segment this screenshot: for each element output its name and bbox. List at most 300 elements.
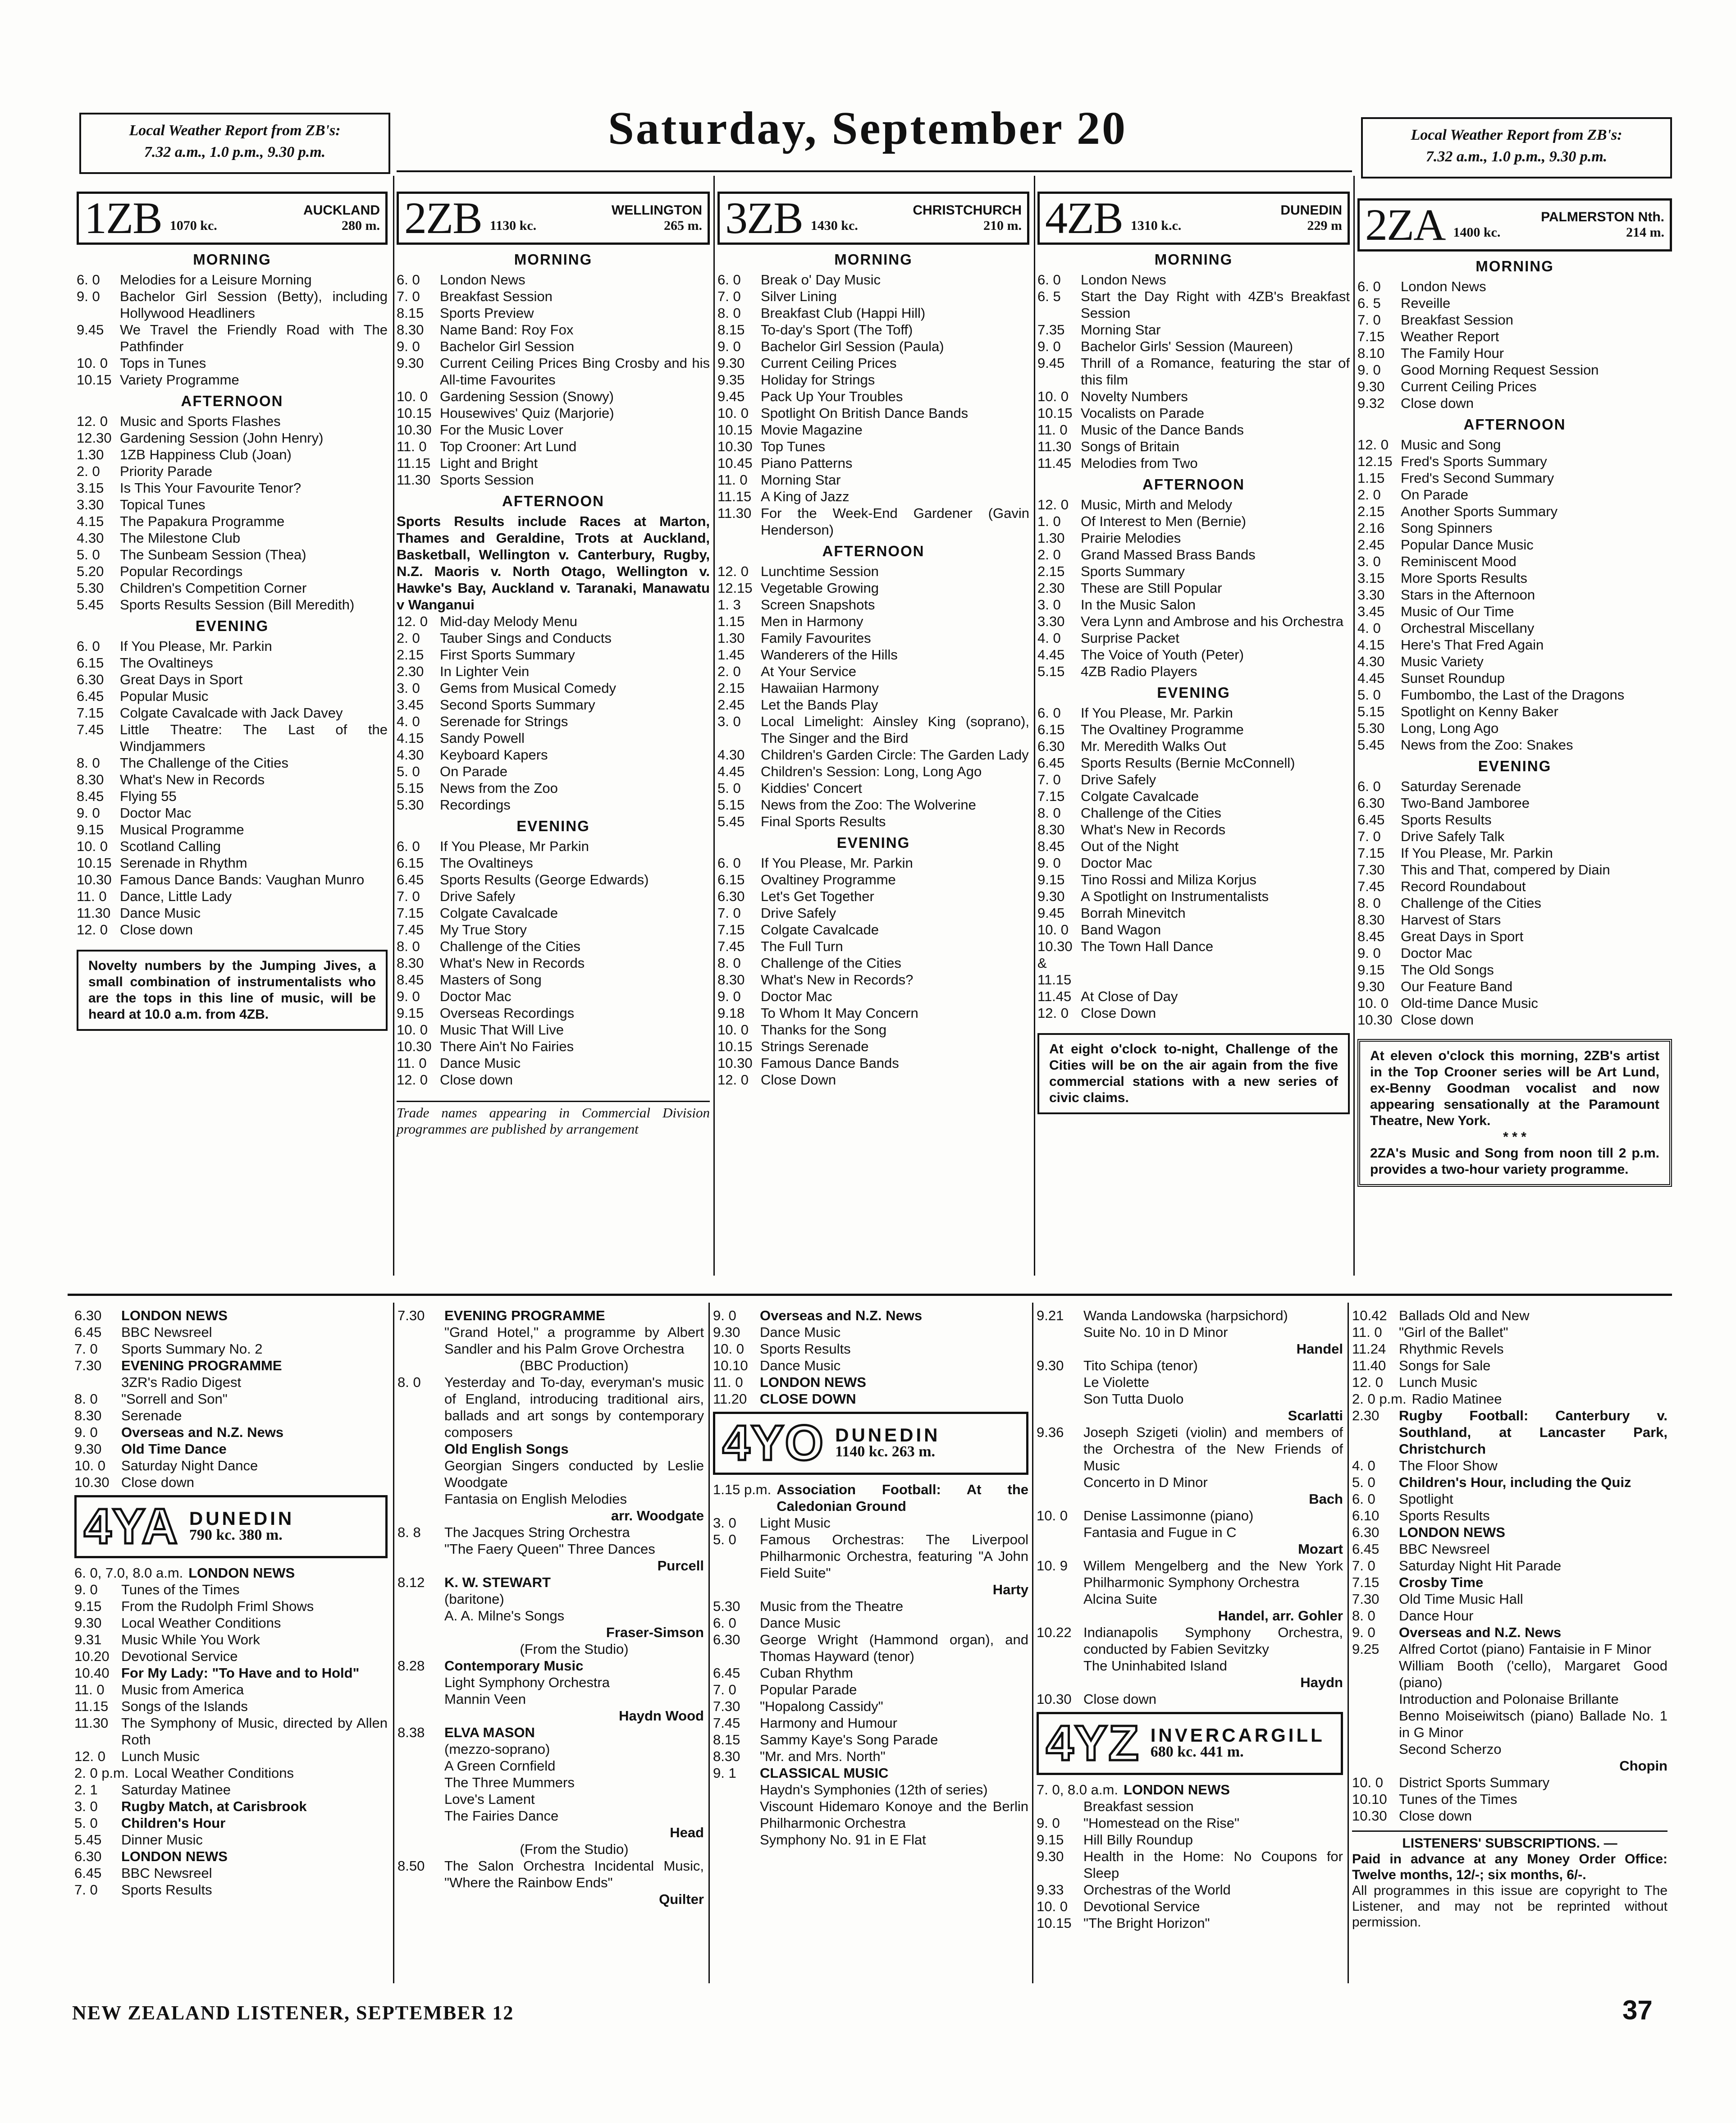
programme-title: The Challenge of the Cities (120, 755, 288, 771)
programme-time (397, 1841, 444, 1858)
weather-report-box-right (1361, 117, 1672, 178)
programme-title: Challenge of the Cities (1401, 895, 1541, 911)
section-heading-morning: MORNING (1476, 258, 1554, 275)
programme-time: 6. 0 (1357, 778, 1381, 794)
programme-title: For the Week-End Gardener (Gavin Henderson) (761, 505, 1029, 538)
programme-title: LONDON NEWS (121, 1848, 228, 1864)
programme-item (1357, 811, 1672, 828)
programme-time: 8.50 (397, 1858, 425, 1874)
programme-title: Fumbombo, the Last of the Dragons (1401, 687, 1625, 703)
composer-credit: Handel (1296, 1341, 1343, 1357)
programme-title: 4ZB Radio Players (1081, 663, 1197, 679)
programme-time: 8.45 (397, 972, 424, 988)
programme-item (1357, 536, 1672, 553)
programme-item (397, 1021, 710, 1038)
programme-item (717, 1005, 1029, 1021)
programme-time: 6.30 (1352, 1524, 1380, 1540)
programme-item (397, 855, 710, 871)
programme-time: 10. 0 (713, 1341, 744, 1357)
programme-title: What's New in Records (1081, 822, 1226, 837)
programme-title: Old English Songs (444, 1441, 569, 1457)
station-frequency (811, 218, 1022, 233)
programme-time: 10.30 & 11.15 (1037, 938, 1073, 988)
programme-title: Music, Mirth and Melody (1081, 497, 1232, 512)
programme-time: 11. 0 (77, 888, 107, 904)
programme-time: 7. 0 (713, 1682, 736, 1697)
programme-title: Start the Day Right with 4ZB's Breakfast Session (1081, 288, 1350, 321)
programme-time: 7.15 (1357, 845, 1385, 861)
programme-item (1037, 663, 1350, 680)
subscriptions-text: Paid in advance at any Money Order Office: Twelve months, 12/-; six months, 6/-. (1352, 1852, 1667, 1882)
programme-item (74, 1665, 388, 1681)
programme-time: 9. 0 (397, 988, 420, 1004)
composer-credit: Haydn (1300, 1675, 1343, 1690)
programme-item (1037, 871, 1350, 888)
programme-item (77, 788, 388, 805)
programme-title: Challenge of the Cities (440, 938, 580, 954)
programme-title: Association Football: At the Caledonian Ground (777, 1482, 1028, 1514)
programme-item (717, 338, 1029, 355)
programme-title: Drive Safely (1081, 772, 1156, 787)
programme-item (77, 271, 388, 288)
programme-title: Music from America (121, 1682, 244, 1697)
programme-title: Bachelor Girl Session (Betty), including Hollywood Headliners (120, 288, 388, 321)
programme-title: Is This Your Favourite Tenor? (120, 480, 302, 496)
programme-time: 3. 0 (717, 714, 741, 729)
programme-title: In Lighter Vein (440, 663, 530, 679)
programme-item (397, 713, 710, 730)
programme-time: 11.30 (77, 905, 111, 921)
programme-time: 8.30 (74, 1408, 102, 1423)
station-kc: 1310 k.c. (1130, 218, 1182, 233)
programme-title: The Sunbeam Session (Thea) (120, 547, 306, 563)
programme-title: "The Faery Queen" Three Dances (444, 1541, 655, 1557)
programme-item (1037, 1391, 1343, 1407)
programme-item (77, 580, 388, 596)
programme-title: News from the Zoo: Snakes (1401, 737, 1573, 753)
programme-title: Gardening Session (John Henry) (120, 430, 324, 446)
programme-item (1357, 670, 1672, 686)
programme-item (717, 405, 1029, 421)
programme-item (397, 1591, 704, 1607)
programme-item (77, 321, 388, 355)
programme-time: 9.45 (77, 322, 104, 338)
programme-time: 10. 0 (717, 1022, 749, 1038)
station-frequency: 790 kc. 380 m. (189, 1527, 283, 1543)
programme-title: Breakfast Session (440, 288, 553, 304)
programme-time: 12. 0 (717, 563, 749, 579)
programme-time: 3.30 (1357, 587, 1385, 603)
programme-item (397, 888, 710, 905)
programme-item (397, 1757, 704, 1774)
programme-time: 10. 0 (1037, 1899, 1068, 1914)
station-call-sign: 2ZB (404, 193, 482, 243)
programme-item (397, 1357, 704, 1374)
programme-time (397, 1774, 444, 1791)
programme-item (397, 321, 710, 338)
programme-item (1352, 1607, 1667, 1624)
programme-item (74, 1457, 388, 1474)
programme-item (1352, 1574, 1667, 1591)
programme-time (397, 1491, 444, 1507)
station-city: PALMERSTON Nth. (1541, 210, 1664, 224)
programme-time: 5. 0 (397, 764, 420, 779)
programme-time (397, 1457, 444, 1491)
programme-time: 3.45 (1357, 604, 1385, 619)
programme-time: 7. 0 (717, 288, 741, 304)
programme-title: Out of the Night (1081, 838, 1179, 854)
programme-time: 10.30 (397, 422, 432, 438)
station-call-sign: 2ZA (1365, 200, 1445, 250)
programme-time: 9.45 (1037, 355, 1065, 371)
programme-title: Yesterday and To-day, everyman's music of England, introducing traditional airs, ballads and art songs by contemporary composers (444, 1374, 704, 1440)
programme-time: 10. 0 (397, 1022, 428, 1038)
programme-item (77, 654, 388, 671)
page-number: 37 (1622, 1995, 1653, 2025)
programme-item (397, 1324, 704, 1357)
programme-title: Ballads Old and New (1399, 1308, 1530, 1323)
programme-item (1352, 1807, 1667, 1824)
copyright-text: All programmes in this issue are copyright to The Listener, and may not be reprinted without permission. (1352, 1883, 1667, 1930)
programme-item (1352, 1491, 1667, 1507)
programme-time: 10.30 (397, 1039, 432, 1054)
programme-item (397, 1005, 710, 1021)
programme-item (1037, 938, 1350, 988)
programme-item (1357, 328, 1672, 345)
programme-time (74, 1374, 121, 1391)
programme-item (1037, 921, 1350, 938)
programme-title: Le Violette (1083, 1374, 1149, 1390)
programme-title: Suite No. 10 in D Minor (1083, 1324, 1228, 1340)
programme-time: 10. 0 (717, 405, 749, 421)
programme-title: Famous Orchestras: The Liverpool Philharmonic Orchestra, featuring "A John Field Suite" (760, 1532, 1028, 1581)
programme-title: The Fairies Dance (444, 1808, 559, 1824)
programme-time: 9.21 (1037, 1308, 1064, 1323)
programme-item (1037, 1005, 1350, 1021)
section-heading-afternoon: AFTERNOON (181, 393, 283, 409)
programme-item (397, 1641, 704, 1657)
programme-item (74, 1441, 388, 1457)
programme-time: 2. 0 (1357, 487, 1381, 503)
programme-time: 3.15 (77, 480, 104, 496)
programme-time: 8.28 (397, 1658, 425, 1674)
programme-time: 10.22 (1037, 1624, 1072, 1640)
section-heading-morning: MORNING (193, 251, 271, 268)
programme-time: 3.30 (77, 497, 104, 512)
programme-title: BBC Newsreel (121, 1865, 212, 1881)
programme-time: 8. 0 (74, 1391, 98, 1407)
sports-results-note: Sports Results include Races at Marton, Thames and Geraldine, Trots at Auckland, Basketball, Wellington v. Canterbury, Rugby, N.Z. Maoris v. North Otago, Wellington v. Hawke's Bay, Auckland v. Taranaki, Manawatu v Wanganui (397, 513, 710, 613)
programme-title: Bachelor Girls' Session (Maureen) (1081, 339, 1293, 354)
programme-item (1357, 345, 1672, 361)
programme-title: What's New in Records (440, 955, 585, 971)
programme-time: 6. 0 (717, 272, 741, 288)
programme-item (397, 646, 710, 663)
programme-time: 10.42 (1352, 1308, 1387, 1323)
programme-title: Songs for Sale (1399, 1358, 1491, 1373)
programme-title: Indianapolis Symphony Orchestra, conducted by Fabien Sevitzky (1083, 1624, 1343, 1657)
programme-time: 1.15 p.m. (713, 1482, 772, 1497)
programme-item (74, 1831, 388, 1848)
programme-time: 3. 0 (713, 1515, 736, 1531)
programme-title: First Sports Summary (440, 647, 575, 663)
programme-title: Name Band: Roy Fox (440, 322, 574, 338)
programme-item (717, 813, 1029, 830)
programme-item (77, 888, 388, 905)
programme-title: Old-time Dance Music (1401, 995, 1538, 1011)
programme-time: 12. 0 (77, 922, 108, 938)
programme-title: Popular Dance Music (1401, 537, 1534, 553)
station-meta (1453, 210, 1664, 240)
programme-item (397, 938, 710, 955)
programme-time: 5. 0 (717, 780, 741, 796)
programme-title: Doctor Mac (1081, 855, 1152, 871)
programme-title: "The Bright Horizon" (1083, 1915, 1210, 1931)
programme-item (74, 1798, 388, 1815)
programme-item (1352, 1557, 1667, 1574)
programme-time (1037, 1657, 1083, 1674)
station-wavelength: 210 m. (983, 218, 1022, 233)
programme-title: Pack Up Your Troubles (761, 389, 903, 404)
programme-item (74, 1781, 388, 1798)
programme-time: 9.25 (1352, 1641, 1380, 1657)
programme-time: 2.15 (1037, 563, 1065, 579)
programme-item (77, 371, 388, 388)
station-city: CHRISTCHURCH (913, 203, 1022, 218)
programme-time: 2. 0 (717, 663, 741, 679)
programme-item (77, 821, 388, 838)
programme-title: Gardening Session (Snowy) (440, 389, 614, 404)
programme-time: 3.15 (1357, 570, 1385, 586)
station-meta (1131, 203, 1342, 233)
programme-title: Housewives' Quiz (Marjorie) (440, 405, 614, 421)
programme-title: Wanderers of the Hills (761, 647, 898, 663)
programme-title: The Ovaltiney Programme (1081, 722, 1244, 737)
programme-item (1037, 755, 1350, 771)
programme-time: 7.15 (397, 905, 424, 921)
programme-time (397, 1541, 444, 1557)
programme-title: Masters of Song (440, 972, 542, 988)
programme-time: 7.45 (1357, 878, 1385, 894)
programme-title: Men in Harmony (761, 613, 863, 629)
programme-title: In the Music Salon (1081, 597, 1196, 613)
station-call-sign: 4YO (722, 1415, 825, 1471)
programme-time: 9.15 (77, 822, 104, 837)
programme-item (77, 596, 388, 613)
programme-item (74, 1374, 388, 1391)
programme-time: 7.35 (1037, 322, 1065, 338)
station-kc: 1070 kc. (169, 218, 217, 233)
programme-time: 5.15 (717, 797, 745, 813)
programme-title: Grand Massed Brass Bands (1081, 547, 1256, 563)
programme-item (397, 305, 710, 321)
programme-title: Dance Hour (1399, 1608, 1474, 1624)
note-paragraph: At eleven o'clock this morning, 2ZB's artist in the Top Crooner series will be Art Lund, ex-Benny Goodman vocalist and now appearing sensationally at the Paramount Theatre, New York. (1370, 1048, 1659, 1128)
programme-title: Our Feature Band (1401, 979, 1513, 994)
note-stars: * * * (1503, 1130, 1526, 1144)
programme-time: 6. 0 (397, 838, 420, 854)
programme-title: Children's Competition Corner (120, 580, 307, 596)
subscriptions-heading: LISTENERS' SUBSCRIPTIONS. — (1402, 1836, 1617, 1851)
programme-item (77, 671, 388, 688)
programme-time: 11.45 (1037, 988, 1072, 1004)
programme-title: (From the Studio) (520, 1841, 629, 1857)
programme-item (397, 1791, 704, 1807)
programme-time: 10.15 (77, 855, 112, 871)
programme-time: 7. 0 (717, 905, 741, 921)
programme-item (717, 630, 1029, 646)
programme-title: The Milestone Club (120, 530, 241, 546)
programme-time: 4.45 (1357, 670, 1385, 686)
programme-time: 9.30 (74, 1441, 102, 1457)
programme-item (1357, 570, 1672, 586)
programme-title: Viscount Hidemaro Konoye and the Berlin Philharmonic Orchestra (760, 1798, 1028, 1831)
programme-time (397, 1757, 444, 1774)
programme-item (1352, 1324, 1667, 1341)
programme-item (1037, 1324, 1343, 1341)
programme-time: 6. 0, 7.0, 8.0 a.m. (74, 1565, 183, 1581)
programme-title: Second Sports Summary (440, 697, 595, 713)
programme-item (74, 1681, 388, 1698)
programme-item (1357, 553, 1672, 570)
programme-time: 11.15 (74, 1698, 109, 1714)
section-heading-afternoon: AFTERNOON (1142, 476, 1245, 493)
programme-title: Children's Hour, including the Quiz (1399, 1474, 1631, 1490)
programme-title: Close Down (761, 1072, 836, 1088)
programme-time: 4. 0 (1357, 620, 1381, 636)
programme-time (1352, 1691, 1399, 1707)
programme-time: 10.30 (717, 439, 753, 454)
programme-time: 2.30 (397, 663, 424, 679)
programme-title: Great Days in Sport (1401, 929, 1524, 944)
lower-column-5 (1352, 1307, 1667, 1930)
programme-time: 7.15 (717, 922, 745, 938)
programme-time: 5.45 (717, 814, 745, 829)
column-divider (393, 176, 394, 1276)
programme-item (717, 1071, 1029, 1088)
programme-title: The Family Hour (1401, 345, 1504, 361)
programme-item (397, 1491, 704, 1507)
programme-title: Symphony No. 91 in E Flat (760, 1832, 926, 1848)
programme-time: 7.15 (1357, 329, 1385, 344)
programme-time: 8. 0 (1037, 805, 1061, 821)
lower-column-1 (74, 1307, 388, 1898)
programme-item (1037, 338, 1350, 355)
programme-title: District Sports Summary (1399, 1775, 1550, 1790)
programme-item (397, 421, 710, 438)
column-divider (1032, 1303, 1033, 1983)
programme-time: 11.24 (1352, 1341, 1386, 1357)
station-city: AUCKLAND (303, 203, 380, 218)
programme-time (1037, 1591, 1083, 1607)
programme-title: Spotlight On British Dance Bands (761, 405, 969, 421)
programme-time: 7.30 (713, 1698, 740, 1714)
programme-item (397, 1374, 704, 1441)
programme-item (77, 921, 388, 938)
programme-time: 9.45 (1037, 905, 1065, 921)
programme-time: 9.33 (1037, 1882, 1064, 1898)
programme-time: 10.10 (713, 1358, 748, 1373)
programme-item (1352, 1624, 1667, 1641)
station-city: INVERCARGILL (1150, 1725, 1325, 1746)
programme-title: The Ovaltineys (440, 855, 533, 871)
programme-title: Fred's Second Summary (1401, 470, 1554, 486)
lower-column-3 (713, 1307, 1028, 1848)
programme-title: Light and Bright (440, 455, 538, 471)
programme-time (397, 1591, 444, 1607)
programme-title: Local Limelight: Ainsley King (soprano), The Singer and the Bird (761, 714, 1029, 746)
programme-time: 2.45 (717, 697, 745, 713)
programme-item (717, 763, 1029, 780)
programme-title: Sports Results Session (Bill Meredith) (120, 597, 355, 613)
composer-credit: Handel, arr. Gohler (1218, 1608, 1343, 1624)
programme-item (1037, 1474, 1343, 1491)
programme-item (1357, 945, 1672, 961)
programme-item (1037, 288, 1350, 321)
programme-title: If You Please, Mr. Parkin (120, 638, 272, 654)
programme-item (1352, 1691, 1667, 1707)
programme-time: 11. 0 (1352, 1324, 1382, 1340)
programme-title: Band Wagon (1081, 922, 1161, 938)
programme-item (397, 388, 710, 405)
programme-title: Breakfast session (1083, 1798, 1194, 1814)
programme-item (1037, 1915, 1343, 1931)
programme-time: 2. 0 p.m. (1352, 1391, 1407, 1407)
programme-title: Sports Session (440, 472, 534, 488)
programme-item (74, 1865, 388, 1881)
programme-item (1357, 436, 1672, 453)
programme-time: 6.15 (1037, 722, 1065, 737)
programme-time: 6. 0 (397, 272, 420, 288)
programme-item (77, 496, 388, 513)
programme-item (1037, 1591, 1343, 1607)
programme-item (77, 638, 388, 654)
programme-time: 8. 0 (397, 938, 420, 954)
programme-time: 12. 0 (1352, 1374, 1383, 1390)
programme-time (397, 1741, 444, 1757)
programme-title: Morning Star (1081, 322, 1161, 338)
programme-time: 8.45 (1357, 929, 1385, 944)
programme-item (77, 563, 388, 580)
programme-time: 6.30 (1357, 795, 1385, 811)
programme-title: George Wright (Hammond organ), and Thomas Hayward (tenor) (760, 1632, 1028, 1664)
programme-time (397, 1807, 444, 1824)
programme-item (1357, 278, 1672, 295)
programme-time: 9. 0 (1037, 855, 1061, 871)
programme-item (1037, 438, 1350, 455)
programme-item (74, 1748, 388, 1765)
programme-title: Light Music (760, 1515, 831, 1531)
programme-item (717, 471, 1029, 488)
station-note: At eight o'clock to-night, Challenge of the Cities will be on the air again from the five commercial stations with a new series of civic claims. (1037, 1033, 1350, 1114)
programme-item (1357, 978, 1672, 995)
programme-title: Current Ceiling Prices (1401, 379, 1537, 394)
programme-time: 9. 0 (717, 988, 741, 1004)
programme-title: (From the Studio) (520, 1641, 629, 1657)
programme-item (1357, 995, 1672, 1011)
station-wavelength: 265 m. (664, 218, 702, 233)
programme-item (1357, 928, 1672, 945)
programme-item (77, 871, 388, 888)
programme-title: Orchestral Miscellany (1401, 620, 1535, 636)
title-rule (397, 170, 1352, 172)
programme-time: 4.30 (77, 530, 104, 546)
programme-time: 5.30 (1357, 720, 1385, 736)
programme-item (713, 1665, 1028, 1681)
programme-item (1352, 1341, 1667, 1357)
programme-item (713, 1374, 1028, 1391)
programme-title: Benno Moiseiwitsch (piano) Ballade No. 1 in G Minor (1399, 1708, 1667, 1740)
